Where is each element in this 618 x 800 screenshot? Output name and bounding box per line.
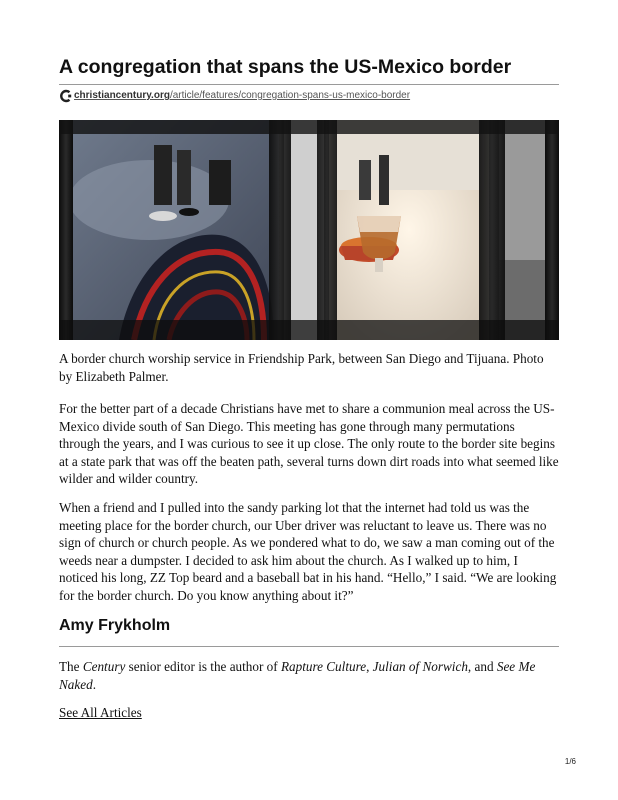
source-link[interactable] [74, 90, 410, 101]
author-name: Amy Frykholm [59, 617, 171, 634]
source-line [59, 89, 410, 103]
title-divider [59, 84, 559, 85]
article-title: A congregation that spans the US-Mexico border [59, 56, 512, 78]
source-path: /article/features/congregation-spans-us-mexico-border [169, 90, 411, 101]
see-all-articles-link[interactable]: See All Articles [59, 705, 142, 720]
article-paragraph: For the better part of a decade Christians have met to share a communion meal across the US-Mexico divide south of San Diego. This meeting has gone through many permutations through the years, and I was curious to see it up close. The only route to the border site begins at a state park that was off the beaten path, several turns down dirt roads into what seemed like wilder and wilder country. [59, 401, 559, 487]
article-photo [59, 120, 559, 340]
article-paragraph: When a friend and I pulled into the sandy parking lot that the internet had told us was the meeting place for the border church, our Uber driver was reluctant to leave us. There was no sign of church or church people. As we pondered what to do, we saw a man coming out of the weeds near a dumpster. I decided to ask him about the church. As I walked up to him, I noticed his long, ZZ Top beard and a baseball bat in his hand. “Hello,” I said. “We are looking for the border church. Do you know anything about it?” [59, 500, 557, 603]
source-domain: christiancentury.org [74, 90, 170, 101]
border-fence-photo [59, 120, 559, 340]
author-bio: The Century senior editor is the author of Rapture Culture, Julian of Norwich, and See Me Naked. [59, 659, 536, 692]
photo-caption: A border church worship service in Friendship Park, between San Diego and Tijuana. Photo by Elizabeth Palmer. [59, 351, 544, 384]
page-number: 1/6 [564, 757, 576, 766]
author-divider [59, 646, 559, 647]
christian-century-c-logo-icon [59, 89, 73, 103]
